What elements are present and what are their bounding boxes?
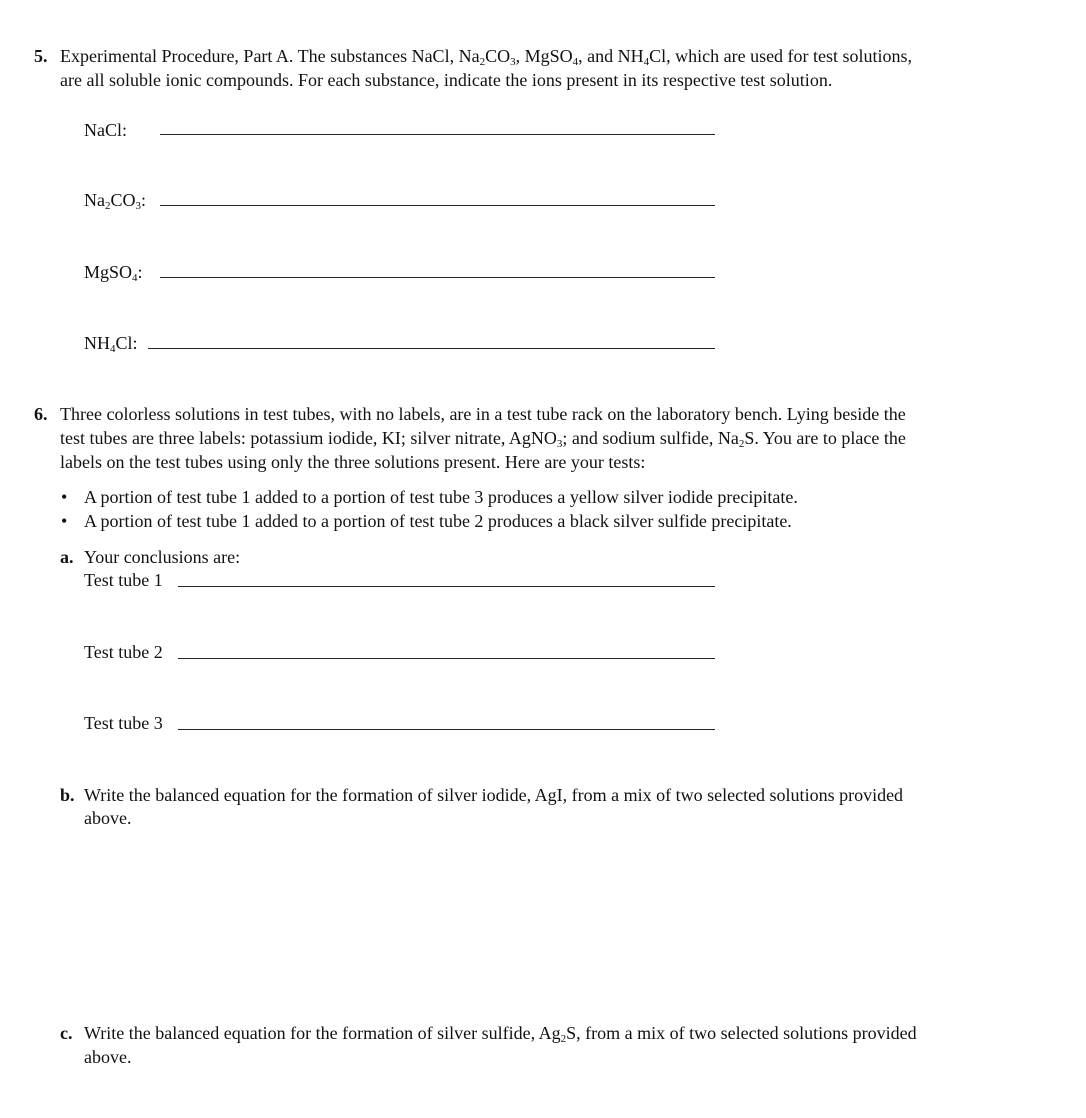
question-text-line: are all soluble ionic compounds. For each substance, indicate the ions present in its respective test solution. bbox=[60, 70, 833, 90]
question-text-line: Experimental Procedure, Part A. The substances NaCl, $Na_2CO_3$, MgSO$_4$, and $NH_4Cl$, which are used for test solutions, bbox=[60, 46, 913, 68]
bullet-icon: • bbox=[61, 487, 68, 507]
part-b-answer-space[interactable] bbox=[84, 835, 1000, 1005]
list-item: A portion of test tube 1 added to a portion of test tube 2 produces a black silver sulfide precipitate. bbox=[84, 511, 792, 531]
part-letter-b: b. bbox=[60, 785, 75, 805]
part-letter-c: c. bbox=[60, 1023, 73, 1043]
answer-line-test-tube-1[interactable] bbox=[178, 586, 715, 587]
part-b-prompt-line: above. bbox=[84, 808, 132, 828]
answer-line-nh4cl[interactable] bbox=[148, 348, 715, 349]
substance-label-na2co3: $Na_2CO_3$: bbox=[84, 190, 147, 212]
question-text-line: test tubes are three labels: potassium iodide, KI; silver nitrate, AgNO$_3$; and sodium sulfide, $Na_2S$. You are to place the bbox=[60, 428, 906, 450]
list-item: A portion of test tube 1 added to a portion of test tube 3 produces a yellow silver iodide precipitate. bbox=[84, 487, 798, 507]
test-tube-3-label: Test tube 3 bbox=[84, 713, 163, 733]
part-letter-a: a. bbox=[60, 547, 74, 567]
question-number: 5. bbox=[34, 46, 48, 66]
answer-line-test-tube-2[interactable] bbox=[178, 658, 715, 659]
question-number: 6. bbox=[34, 404, 48, 424]
substance-label-nacl: NaCl: bbox=[84, 120, 127, 140]
part-c-prompt-line: above. bbox=[84, 1047, 132, 1067]
substance-label-mgso4: MgSO$_4$: bbox=[84, 262, 143, 284]
bullet-icon: • bbox=[61, 511, 68, 531]
substance-label-nh4cl: $NH_4Cl$: bbox=[84, 333, 138, 355]
part-c-prompt-line: Write the balanced equation for the formation of silver sulfide, $Ag_2S$, from a mix of two selected solutions provided bbox=[84, 1023, 917, 1045]
answer-line-mgso4[interactable] bbox=[160, 277, 715, 278]
part-a-prompt: Your conclusions are: bbox=[84, 547, 241, 567]
part-b-prompt-line: Write the balanced equation for the formation of silver iodide, AgI, from a mix of two selected solutions provided bbox=[84, 785, 904, 805]
question-text-line: labels on the test tubes using only the three solutions present. Here are your tests: bbox=[60, 452, 646, 472]
answer-line-nacl[interactable] bbox=[160, 134, 715, 135]
answer-line-test-tube-3[interactable] bbox=[178, 729, 715, 730]
test-tube-2-label: Test tube 2 bbox=[84, 642, 163, 662]
test-tube-1-label: Test tube 1 bbox=[84, 570, 163, 590]
answer-line-na2co3[interactable] bbox=[160, 205, 715, 206]
question-text-line: Three colorless solutions in test tubes, with no labels, are in a test tube rack on the laboratory bench. Lying beside the bbox=[60, 404, 906, 424]
